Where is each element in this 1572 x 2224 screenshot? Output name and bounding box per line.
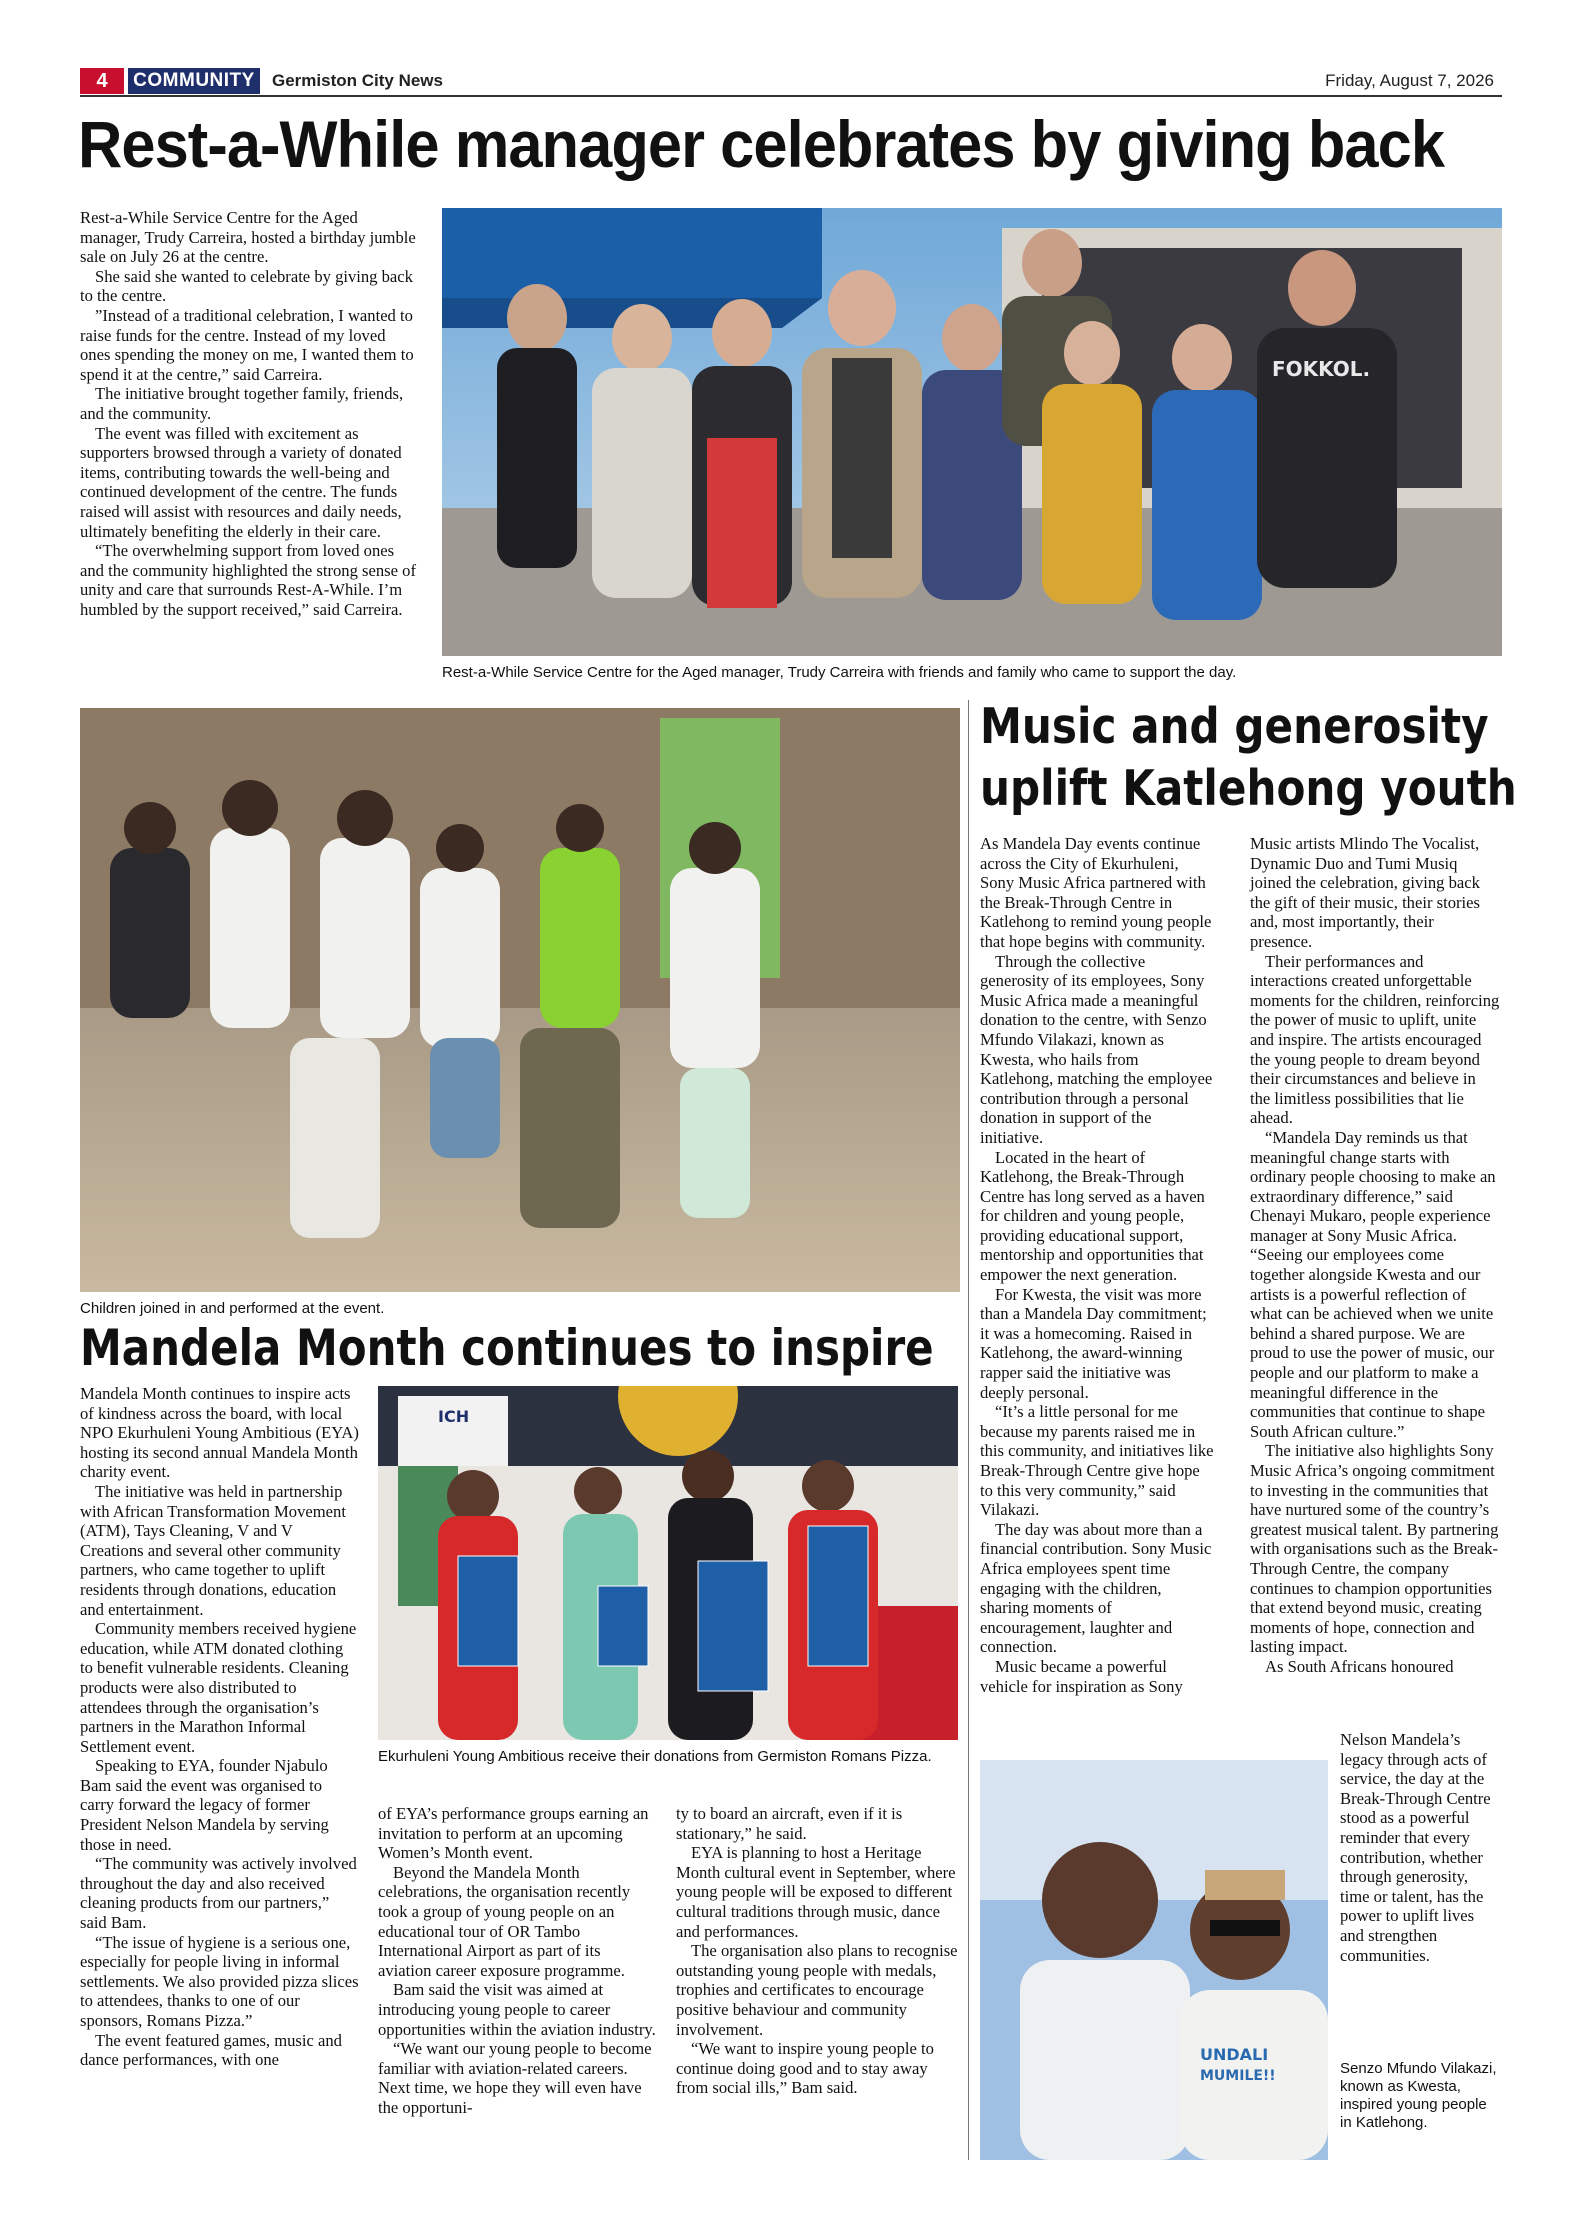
story2-headline-line1: Music and generosity <box>980 698 1489 755</box>
section-badge: COMMUNITY <box>128 68 260 94</box>
story3-column-2 <box>378 1804 658 2118</box>
issue-date: Friday, August 7, 2026 <box>1325 71 1494 90</box>
story2-paragraph: Music became a powerful vehicle for inspiration as Sony <box>980 1656 1183 1696</box>
story1-body <box>80 208 420 619</box>
story2-column-1 <box>980 834 1214 1696</box>
story2-paragraph: As South Africans honoured <box>1265 1656 1454 1676</box>
story3-paragraph: Beyond the Mandela Month celebrations, the organisation recently took a group of young people on an educational tour of OR Tambo International Airport as part of its aviation career exposure programme. <box>378 1862 631 1980</box>
story1-photo-caption: Rest-a-While Service Centre for the Aged manager, Trudy Carreira with friends and family who came to support the day. <box>442 664 1237 681</box>
story3-paragraph: Speaking to EYA, founder Njabulo Bam said the event was organised to carry forward the legacy of former President Nelson Mandela by serving those in need. <box>80 1756 329 1854</box>
romans-pizza-photo <box>378 1386 958 1740</box>
story1-headline: Rest-a-While manager celebrates by giving back <box>78 107 1445 181</box>
story1-paragraph: Rest-a-While Service Centre for the Aged manager, Trudy Carreira, hosted a birthday jumble sale on July 26 at the centre. <box>80 208 416 267</box>
dance-photo-caption: Children joined in and performed at the event. <box>80 1300 385 1317</box>
story2-paragraph: “It’s a little personal for me because my parents raised me in this community, and initiatives like Break-Through Centre give hope to this very community,” said Vilakazi. <box>980 1402 1214 1520</box>
story3-paragraph: ty to board an aircraft, even if it is stationary,” he said. <box>676 1804 903 1843</box>
story3-paragraph: Bam said the visit was aimed at introducing young people to career opportunities within the aviation industry. <box>378 1980 656 2039</box>
story3-paragraph: The event featured games, music and dance performances, with one <box>80 2030 342 2070</box>
story2-paragraph: Located in the heart of Katlehong, the Break-Through Centre has long served as a haven for children and young people, providing educational support, mentorship and opportunities that empower the next generation. <box>980 1147 1205 1285</box>
story3-column-1 <box>80 1384 360 2070</box>
story2-paragraph: Nelson Mandela’s legacy through acts of service, the day at the Break-Through Centre stood as a powerful reminder that every contribution, whether through generosity, time or talent, has the power to uplift lives and strengthen communities. <box>1340 1730 1491 1965</box>
photo-shirt-text-2: MUMILE!! <box>1200 2068 1276 2084</box>
column-divider <box>968 700 969 2160</box>
story2-paragraph: As Mandela Day events continue across the City of Ekurhuleni, Sony Music Africa partnered with the Break-Through Centre in Katlehong to remind young people that hope begins with community. <box>980 834 1212 951</box>
story3-headline: Mandela Month continues to inspire <box>80 1319 934 1377</box>
story3-paragraph: “The issue of hygiene is a serious one, especially for people living in informal settlements. We also provided pizza slices to attendees, thanks to one of our sponsors, Romans Pizza.” <box>80 1932 359 2030</box>
story2-paragraph: For Kwesta, the visit was more than a Mandela Day commitment; it was a homecoming. Raised in Katlehong, the award-winning rapper said the initiative was deeply personal. <box>980 1284 1207 1402</box>
paper-name: Germiston City News <box>272 71 443 90</box>
photo-sign-text: ICH <box>438 1407 470 1426</box>
dance-photo <box>80 708 960 1292</box>
story1-paragraph: The event was filled with excitement as supporters browsed through a variety of donated items, contributing towards the well-being and continued development of the centre. The funds raised will assist with resources and daily needs, ultimately benefiting the elderly in their care. <box>80 423 402 541</box>
story2-paragraph: Music artists Mlindo The Vocalist, Dynamic Duo and Tumi Musiq joined the celebration, giving back the gift of their music, their stories and, most importantly, their presence. <box>1250 834 1480 951</box>
story3-paragraph: “We want to inspire young people to continue doing good and to stay away from social ills,” Bam said. <box>676 2039 934 2098</box>
story2-paragraph: “Mandela Day reminds us that meaningful change starts with ordinary people choosing to make an extraordinary difference,” said Chenayi Mukaro, people experience manager at Sony Music Africa. “Seeing our employees come together alongside Kwesta and our artists is a powerful reflection of what can be achieved when we unite behind a shared purpose. We are proud to use the power of music, our people and our platform to make a meaningful difference in the communities that continue to shape South African culture.” <box>1250 1127 1496 1441</box>
romans-pizza-photo-caption: Ekurhuleni Young Ambitious receive their donations from Germiston Romans Pizza. <box>378 1748 932 1765</box>
story2-column-2 <box>1250 834 1500 1677</box>
story3-paragraph: “The community was actively involved throughout the day and also received cleaning products from our partners,” said Bam. <box>80 1854 357 1933</box>
story1-paragraph: “The overwhelming support from loved ones and the community highlighted the strong sense of unity and care that surrounds Rest-A-While. I’m humbled by the support received,” said Carreira. <box>80 541 416 619</box>
kwesta-photo <box>980 1760 1328 2160</box>
story2-headline-line2: uplift Katlehong youth <box>980 760 1517 817</box>
group-photo-rest-a-while <box>442 208 1502 656</box>
story2-paragraph: Their performances and interactions created unforgettable moments for the children, reinforcing the power of music to uplift, unite and inspire. The artists encouraged the young people to dream beyond their circumstances and believe in the limitless possibilities that lie ahead. <box>1250 951 1500 1128</box>
kwesta-photo-caption: Senzo Mfundo Vilakazi, known as Kwesta, inspired young people in Katlehong. <box>1340 2060 1497 2131</box>
story1-paragraph: ”Instead of a traditional celebration, I wanted to raise funds for the centre. Instead of my loved ones spending the money on me, I wanted them to spend it at the centre,” said Carreira. <box>80 305 414 384</box>
story3-paragraph: EYA is planning to host a Heritage Month cultural event in September, where young people will be exposed to different cultural traditions through music, dance and performances. <box>676 1843 956 1941</box>
story3-paragraph: “We want our young people to become familiar with aviation-related careers. Next time, we hope they will even have the opportuni- <box>378 2039 652 2117</box>
story2-paragraph: The initiative also highlights Sony Music Africa’s ongoing commitment to investing in the communities that have nurtured some of the country’s greatest musical talent. By partnering with organisations such as the Break-Through Centre, the company continues to champion opportunities that extend beyond music, creating moments of hope, connection and lasting impact. <box>1250 1441 1499 1657</box>
page-number-badge: 4 <box>80 68 124 94</box>
story2-column-2-narrow <box>1340 1730 1500 1965</box>
story3-paragraph: Mandela Month continues to inspire acts of kindness across the board, with local NPO Ekurhuleni Young Ambitious (EYA) hosting its second annual Mandela Month charity event. <box>80 1384 359 1482</box>
photo-shirt-text: FOKKOL. <box>1272 357 1371 381</box>
photo-shirt-text-1: UNDALI <box>1200 2045 1269 2064</box>
story3-column-3 <box>676 1804 960 2098</box>
story3-paragraph: The initiative was held in partnership with African Transformation Movement (ATM), Tays Cleaning, V and V Creations and several other community partners, who came together to uplift residents through donations, education and entertainment. <box>80 1481 346 1619</box>
story3-paragraph: Community members received hygiene education, while ATM donated clothing to benefit vulnerable residents. Cleaning products were also distributed to attendees through the organisation’s partners in the Marathon Informal Settlement event. <box>80 1619 357 1756</box>
story2-headline <box>980 696 1517 820</box>
story3-paragraph: of EYA’s performance groups earning an invitation to perform at an upcoming Women’s Month event. <box>378 1804 649 1863</box>
story1-paragraph: The initiative brought together family, friends, and the community. <box>80 384 404 423</box>
story3-paragraph: The organisation also plans to recognise outstanding young people with medals, trophies and certificates to encourage positive behaviour and community involvement. <box>676 1941 958 2039</box>
story1-paragraph: She said she wanted to celebrate by giving back to the centre. <box>80 266 413 306</box>
masthead-rule <box>80 95 1502 97</box>
story2-paragraph: Through the collective generosity of its employees, Sony Music Africa made a meaningful donation to the centre, with Senzo Mfundo Vilakazi, known as Kwesta, who hails from Katlehong, matching the employee contribution through a personal donation in support of the initiative. <box>980 951 1213 1147</box>
story2-paragraph: The day was about more than a financial contribution. Sony Music Africa employees spent time engaging with the children, sharing moments of encouragement, laughter and connection. <box>980 1519 1212 1657</box>
